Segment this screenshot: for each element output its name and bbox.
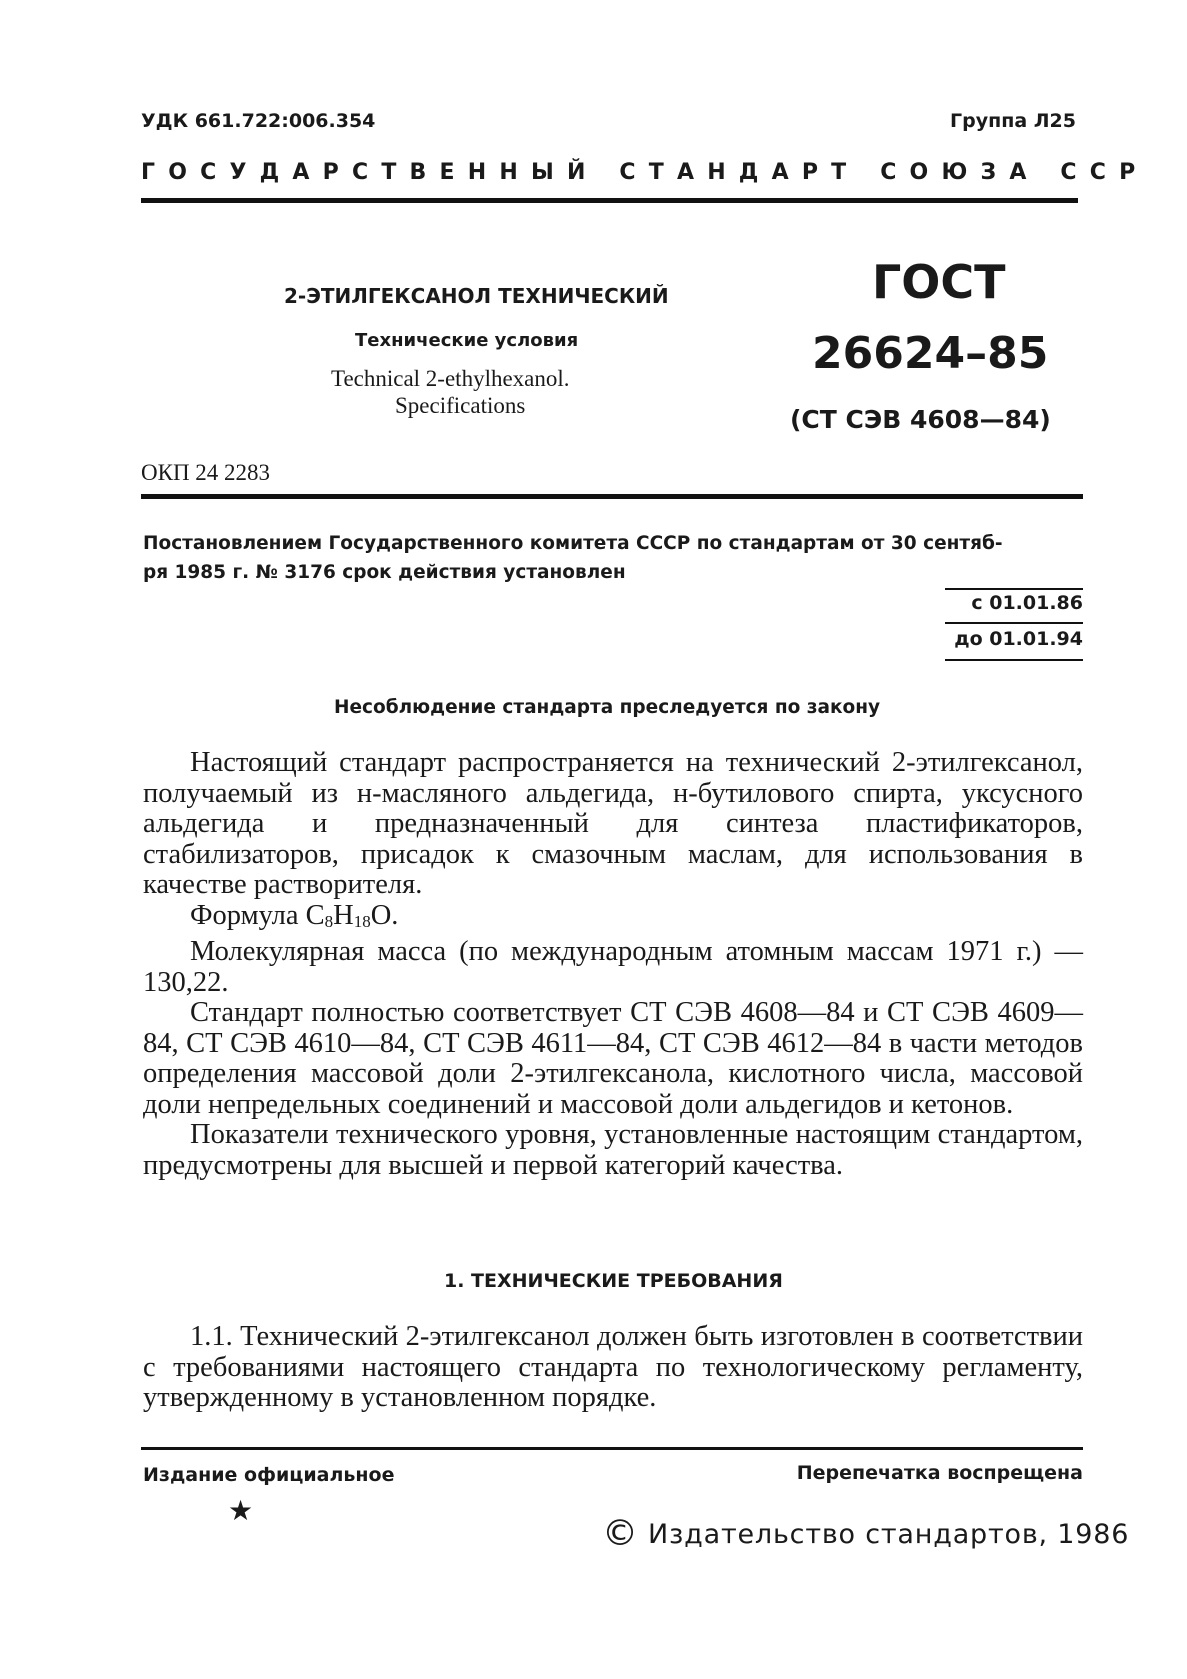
compliance-paragraph: Стандарт полностью соответствует СТ СЭВ 4608—84 и СТ СЭВ 4609—84, СТ СЭВ 4610—84, СТ СЭВ 4611—84, СТ СЭВ 4612—84 в части методов определения массовой доли 2-этилгексанола, кислотного числа, массовой доли непредельных соединений и массовой доли альдегидов и кетонов. xyxy=(143,997,1083,1120)
validity-rule-top xyxy=(945,588,1083,590)
section-heading: 1. ТЕХНИЧЕСКИЕ ТРЕБОВАНИЯ xyxy=(444,1270,783,1292)
header-rule xyxy=(141,198,1078,203)
udk-code: УДК 661.722:006.354 xyxy=(141,110,376,132)
valid-to: до 01.01.94 xyxy=(954,628,1083,650)
group-code: Группа Л25 xyxy=(949,110,1076,132)
formula-suffix: O. xyxy=(370,899,399,931)
copyright-icon: © xyxy=(602,1513,638,1554)
state-standard-banner: ГОСУДАРСТВЕННЫЙ СТАНДАРТ СОЮЗА ССР xyxy=(141,160,1149,185)
valid-from: с 01.01.86 xyxy=(971,592,1083,614)
decree-line-1: Постановлением Государственного комитета СССР по стандартам от 30 сентяб- xyxy=(143,533,1003,554)
introduction xyxy=(143,748,1083,1181)
title-rule xyxy=(141,494,1083,499)
reprint-prohibited: Перепечатка воспрещена xyxy=(796,1462,1083,1484)
formula-hydrogen: H xyxy=(333,899,354,931)
gost-label: ГОСТ xyxy=(872,255,1006,309)
formula-line xyxy=(143,901,1083,938)
formula-hydrogen-count: 18 xyxy=(353,911,371,931)
validity-rule-middle xyxy=(945,622,1083,624)
decree-line-2: ря 1985 г. № 3176 срок действия установлен xyxy=(143,562,626,583)
english-title-line2: Specifications xyxy=(395,393,526,418)
official-edition: Издание официальное xyxy=(143,1464,395,1486)
formula-carbon-count: 8 xyxy=(324,911,334,931)
intro-scope-paragraph: Настоящий стандарт распространяется на технический 2-этилгексанол, получаемый из н-масляного альдегида, н-бутилового спирта, уксусного альдегида и предназначенный для синтеза пластификаторов, стабилизаторов, присадок к смазочным маслам, для использования в качестве растворителя. xyxy=(143,747,1083,900)
okp-code: ОКП 24 2283 xyxy=(141,460,271,485)
gost-number: 26624–85 xyxy=(812,328,1049,379)
document-title: 2-ЭТИЛГЕКСАНОЛ ТЕХНИЧЕСКИЙ xyxy=(284,284,669,308)
law-notice: Несоблюдение стандарта преследуется по закону xyxy=(334,697,881,718)
clause-1-1: 1.1. Технический 2-этилгексанол должен быть изготовлен в соответствии с требованиями настоящего стандарта по технологическому регламенту, утвержденному в установленном порядке. xyxy=(143,1321,1083,1413)
document-subtitle: Технические условия xyxy=(355,330,579,351)
star-icon: ★ xyxy=(228,1494,254,1527)
st-sev-reference: (СТ СЭВ 4608—84) xyxy=(790,405,1051,434)
formula-prefix: Формула C xyxy=(190,899,325,931)
english-title-line1: Technical 2-ethylhexanol. xyxy=(331,366,570,391)
footer-rule xyxy=(141,1447,1083,1450)
molecular-mass-paragraph: Молекулярная масса (по международным атомным массам 1971 г.) — 130,22. xyxy=(143,936,1083,998)
quality-paragraph: Показатели технического уровня, установленные настоящим стандартом, предусмотрены для высшей и первой категорий качества. xyxy=(143,1119,1083,1181)
section-1-body xyxy=(143,1322,1083,1414)
publisher-line: Издательство стандартов, 1986 xyxy=(648,1519,1130,1550)
validity-rule-bottom xyxy=(945,659,1083,661)
